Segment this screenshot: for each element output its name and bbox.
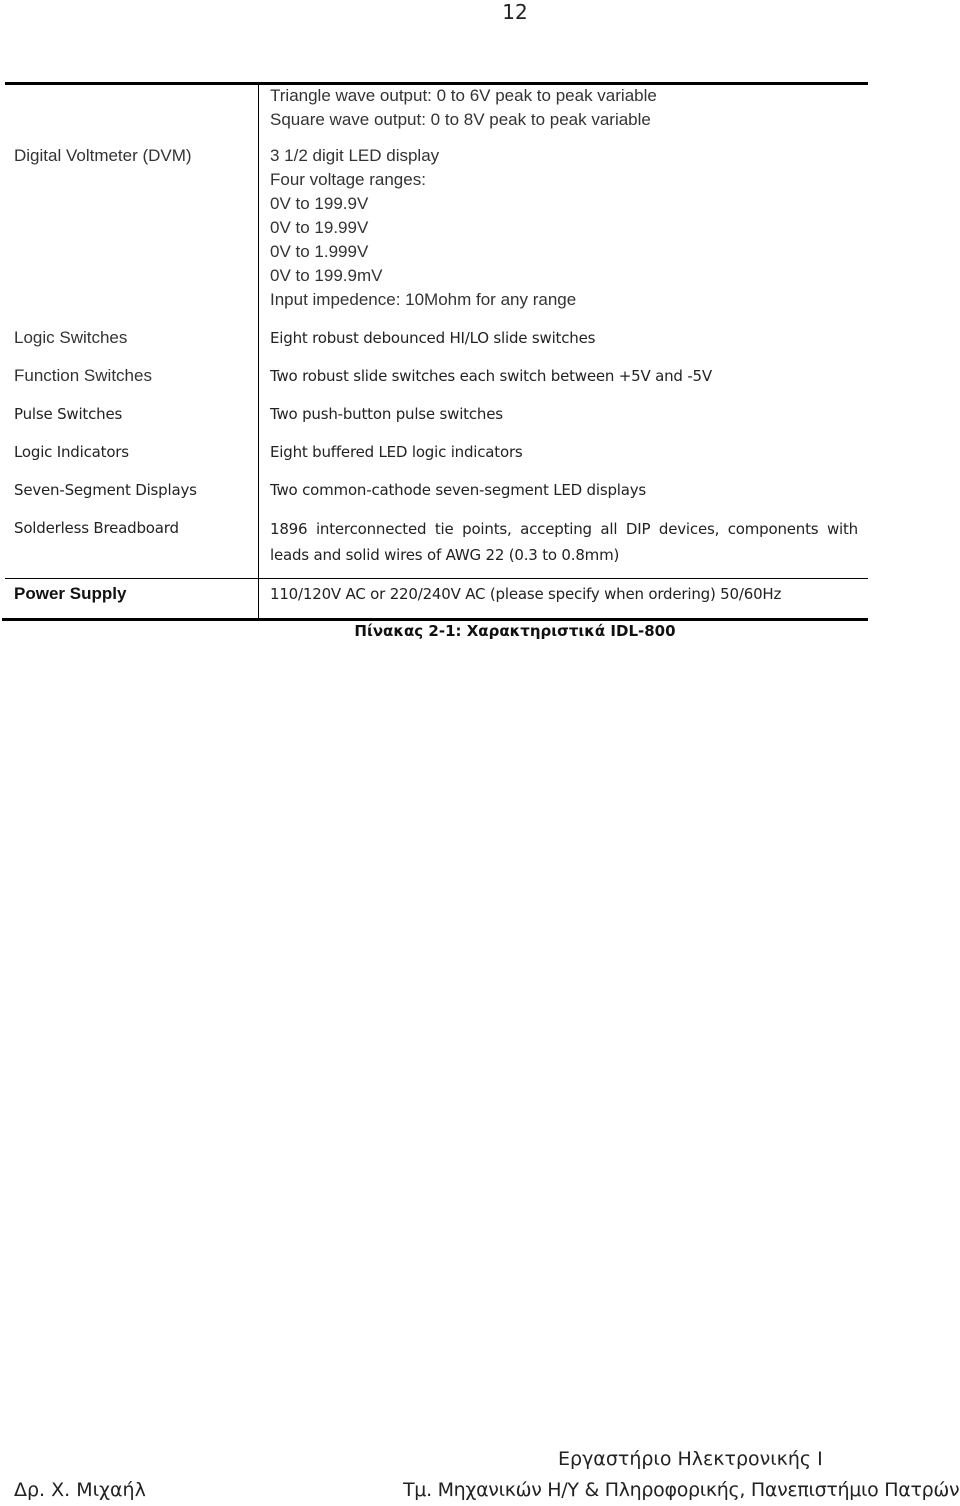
table-row	[270, 516, 858, 568]
feature-function-switches: Function Switches	[14, 366, 152, 385]
feature-logic-switches: Logic Switches	[14, 328, 128, 347]
spec-line: Triangle wave output: 0 to 6V peak to peak variable	[270, 86, 657, 105]
spec-line: 1896 interconnected tie points, accepting all DIP devices, components with	[270, 520, 858, 538]
spec-line: leads and solid wires of AWG 22 (0.3 to 0.8mm)	[270, 546, 620, 564]
spec-logic-switches: Eight robust debounced HI/LO slide switches	[270, 329, 596, 347]
spec-line: 0V to 199.9V	[270, 194, 369, 213]
spec-logic-indicators: Eight buffered LED logic indicators	[270, 443, 523, 461]
feature-power-supply: Power Supply	[14, 584, 127, 603]
specifications-table	[0, 82, 868, 622]
spec-function-switches: Two robust slide switches each switch between +5V and -5V	[270, 367, 712, 385]
feature-seven-segment-displays: Seven-Segment Displays	[14, 481, 197, 499]
feature-solderless-breadboard: Solderless Breadboard	[14, 519, 179, 537]
feature-logic-indicators: Logic Indicators	[14, 443, 129, 461]
feature-dvm: Digital Voltmeter (DVM)	[14, 146, 192, 165]
table-caption: Πίνακας 2-1: Χαρακτηριστικά IDL-800	[354, 622, 676, 640]
table-row-divider	[5, 578, 868, 579]
feature-pulse-switches: Pulse Switches	[14, 405, 123, 423]
spec-power-supply: 110/120V AC or 220/240V AC (please specify when ordering) 50/60Hz	[270, 585, 782, 603]
spec-line: 3 1/2 digit LED display	[270, 146, 440, 165]
table-row	[270, 144, 576, 312]
table-bottom-rule	[2, 618, 868, 621]
footer-lab-title: Εργαστήριο Ηλεκτρονικής Ι	[558, 1448, 823, 1470]
spec-pulse-switches: Two push-button pulse switches	[270, 405, 503, 423]
spec-line: Four voltage ranges:	[270, 170, 426, 189]
spec-line: 0V to 199.9mV	[270, 266, 383, 285]
table-row	[270, 84, 657, 132]
spec-line: 0V to 1.999V	[270, 242, 369, 261]
page-number: 12	[502, 0, 528, 24]
spec-line: Square wave output: 0 to 8V peak to peak variable	[270, 110, 651, 129]
spec-line: 0V to 19.99V	[270, 218, 369, 237]
footer-author: Δρ. Χ. Μιχαήλ	[14, 1479, 146, 1501]
spec-seven-segment-displays: Two common-cathode seven-segment LED displays	[270, 481, 647, 499]
footer-department: Τμ. Μηχανικών Η/Υ & Πληροφορικής, Πανεπιστήμιο Πατρών	[403, 1479, 960, 1501]
spec-line: Input impedence: 10Mohm for any range	[270, 290, 577, 309]
table-column-divider	[258, 85, 259, 618]
